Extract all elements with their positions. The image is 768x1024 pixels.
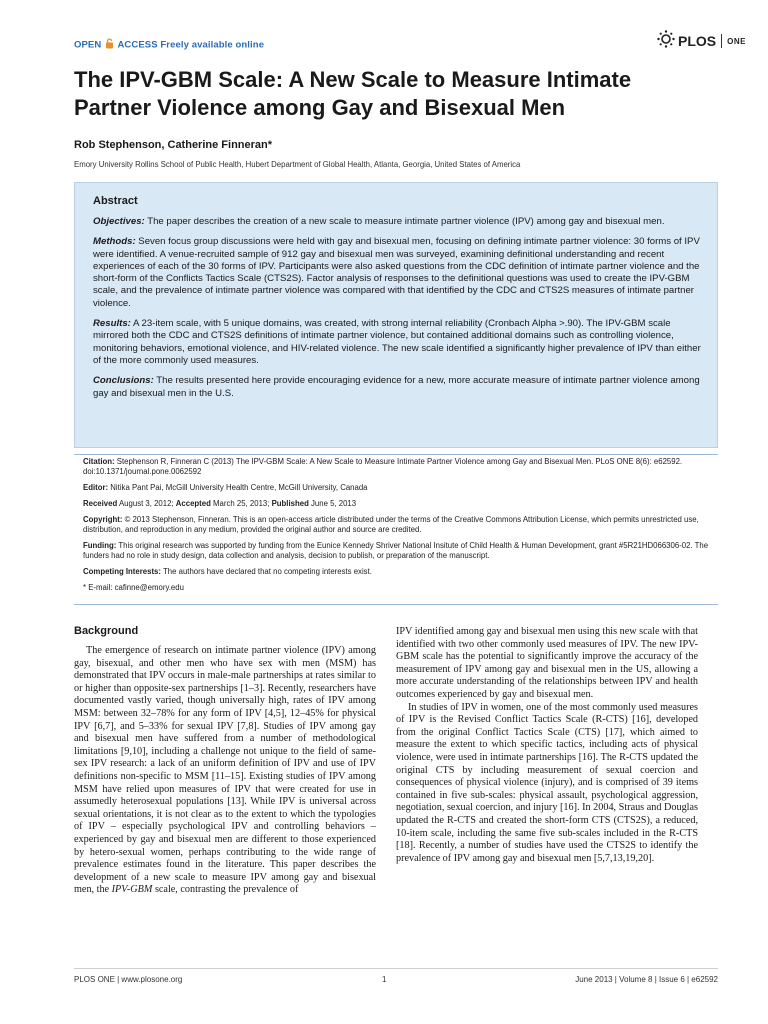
footer-rule: [74, 968, 718, 969]
body-paragraph: In studies of IPV in women, one of the most commonly used measures of IPV is the Revised Conflict Tactics Scale (R-CTS) [16], developed from the original Conflict Tactics Scale (CTS) [17], which aimed to measure the extent to which specific tactics, including acts of physical violence, were used in intimate partnerships [16]. The R-CTS updated the original CTS by including measurement of sexual coercion and consequences of physical violence (injury), and is comprised of 39 items contained in five sub-scales: physical assault, psychological aggression, negotiation, sexual coercion, and injury [16]. In 2004, Straus and Douglas updated the R-CTS and created the short-form CTS (CTS2S), a reduced, 10-item scale, including the same five sub-scales included in the R-CTS [18]. Recently, a number of studies have used the CTS2S to identify the prevalence of IPV among gay and bisexual men [5,7,13,19,20].: [396, 701, 698, 864]
author-list: Rob Stephenson, Catherine Finneran*: [74, 139, 273, 151]
conclusions-text: The results presented here provide encouraging evidence for a new, more accurate measure of intimate partner violence among gay and bisexual men in the U.S.: [93, 375, 700, 399]
published-date: June 5, 2013: [308, 499, 357, 508]
citation-block: [83, 457, 713, 599]
footer-journal[interactable]: PLOS ONE | www.plosone.org: [74, 975, 183, 984]
citation-top-rule: [74, 454, 718, 455]
article-title: The IPV-GBM Scale: A New Scale to Measure Intimate Partner Violence among Gay and Bisexual Men: [74, 67, 632, 120]
results-label: Results:: [93, 318, 131, 330]
methods-label: Methods:: [93, 236, 136, 248]
dates-line: [83, 499, 713, 509]
body-text: The emergence of research on intimate partner violence (IPV) among gay, bisexual, and other men who have sex with men (MSM) has demonstrated that IPV occurs in male-male partnerships at rates similar to or higher than opposite-sex partnerships [1–3]. Recently, researchers have documented vastly varied, though universally high, rates of IPV among MSM: between 32–78% for any form of IPV [4,5], 12–45% for physical IPV [6,7], and 5–33% for sexual IPV [7,8]. Studies of IPV among gay and bisexual men have suffered from a number of methodological limitations [9,10], including a challenge not unique to the field of same-sex IPV research: a lack of an uniform definition of IPV and use of IPV definitions non-specific to MSM [11–15]. Existing studies of IPV among MSM have relied upon measures of IPV that were created for use in assumedly heterosexual populations [13]. While IPV is universal across sexual orientations, it is not clear as to the extent to which the typologies of IPV – especially psychological IPV and controlling behaviors – experienced by gay and bisexual men are different to those experienced by hetero-sexual women, perhaps contributing to the wide range of prevalence estimates found in the literature. This paper describes the development of a new scale to measure IPV among gay and bisexual men, the: [74, 645, 376, 896]
one-wordmark: ONE: [727, 36, 746, 46]
copyright-label: Copyright:: [83, 515, 123, 524]
footer-issue: June 2013 | Volume 8 | Issue 6 | e62592: [575, 975, 718, 984]
abstract-box: [74, 182, 718, 448]
body-paragraph: [74, 645, 376, 897]
citation-label: Citation:: [83, 457, 115, 466]
editor-text: Nitika Pant Pai, McGill University Health Centre, McGill University, Canada: [108, 483, 368, 492]
plos-wordmark: PLOS: [678, 33, 717, 49]
funding-text: This original research was supported by funding from the Eunice Kennedy Shriver National Insitute of Child Health & Human Development, grant #5R21HD066306-02. The funders had no role in study design, data collection and analysis, decision to publish, or preparation of the manuscript.: [83, 541, 709, 560]
open-lock-icon: [105, 38, 114, 52]
copyright-line: [83, 515, 713, 535]
objectives-label: Objectives:: [93, 216, 145, 227]
results-text: A 23-item scale, with 5 unique domains, was created, with strong internal reliability (Cronbach Alpha >.90). The IPV-GBM scale mirrored both the CDC and CTS2S definitions of intimate partner violence, but contained additional domains such as controlling violence, monitoring behaviors, emotional violence, and HIV-related violence. The new scale identified a significantly higher prevalence of IPV than either of the more commonly used measures.: [93, 318, 701, 366]
access-label: ACCESS Freely available online: [117, 39, 265, 51]
abstract-conclusions: [93, 375, 703, 400]
funding-label: Funding:: [83, 541, 117, 550]
abstract-results: [93, 318, 703, 367]
page-number: 1: [382, 975, 387, 984]
body-text-end: scale, contrasting the prevalence of: [152, 884, 299, 896]
logo-divider: [721, 34, 722, 48]
body-column-right: [396, 626, 698, 865]
methods-text: Seven focus group discussions were held with gay and bisexual men, focusing on defining intimate partner violence: 30 forms of IPV were identified. A venue-recruited sample of 912 gay and bisexual men was surveyed, examining definitional understanding and recent experiences of each of the 30 forms of IPV. Participants were also asked questions from the CDC definition of intimate partner violence and the short-form of the Conflicts Tactics Scale (CTS2S). Factor analysis of responses to the definitional questions was used to create the IPV-GBM scale, and the prevalence of intimate partner violence was compared with that identified by the CDC and CTS2S measures of intimate partner violence.: [93, 236, 700, 309]
citation-bottom-rule: [74, 604, 718, 605]
received-date: August 3, 2012;: [117, 499, 176, 508]
open-label: OPEN: [74, 39, 102, 51]
abstract-methods: [93, 236, 703, 310]
affiliation: Emory University Rollins School of Public Health, Hubert Department of Global Health, Atlanta, Georgia, United States of America: [74, 160, 521, 169]
abstract-heading: Abstract: [93, 195, 138, 207]
open-access-banner: [74, 38, 264, 52]
copyright-text: © 2013 Stephenson, Finneran. This is an open-access article distributed under the terms of the Creative Commons Attribution License, which permits unrestricted use, distribution, and reproduction in any medium, provided the original author and source are credited.: [83, 515, 699, 534]
competing-text: The authors have declared that no competing interests exist.: [160, 567, 372, 576]
editor-line: [83, 483, 713, 493]
accepted-date: March 25, 2013;: [210, 499, 272, 508]
abstract-objectives: [93, 216, 703, 228]
objectives-text: The paper describes the creation of a new scale to measure intimate partner violence (IPV) among gay and bisexual men.: [144, 216, 665, 227]
received-label: Received: [83, 499, 118, 508]
editor-label: Editor:: [83, 483, 109, 492]
citation-text: Stephenson R, Finneran C (2013) The IPV-GBM Scale: A New Scale to Measure Intimate Partner Violence among Gay and Bisexual Men. PLoS ONE 8(6): e62592. doi:10.1371/journal.pone.0062592: [83, 457, 683, 476]
competing-label: Competing Interests:: [83, 567, 161, 576]
plos-sun-icon: [657, 30, 675, 53]
body-paragraph: IPV identified among gay and bisexual men using this new scale with that identified with two other commonly used measures of IPV. The new IPV-GBM scale has the potential to significantly improve the accuracy of the measurement of IPV among gay and bisexual men in the US, allowing a more accurate understanding of the relationships between IPV and health outcomes experienced by gay and bisexual men.: [396, 626, 698, 700]
plos-one-logo: [657, 30, 746, 52]
conclusions-label: Conclusions:: [93, 375, 154, 387]
email-line[interactable]: * E-mail: cafinne@emory.edu: [83, 583, 184, 592]
body-column-left: [74, 645, 376, 897]
accepted-label: Accepted: [175, 499, 211, 508]
background-heading: Background: [74, 625, 139, 637]
funding-line: [83, 541, 713, 561]
scale-name: IPV-GBM: [111, 884, 153, 896]
citation-line: [83, 457, 713, 477]
competing-line: [83, 567, 713, 577]
published-label: Published: [271, 499, 309, 508]
